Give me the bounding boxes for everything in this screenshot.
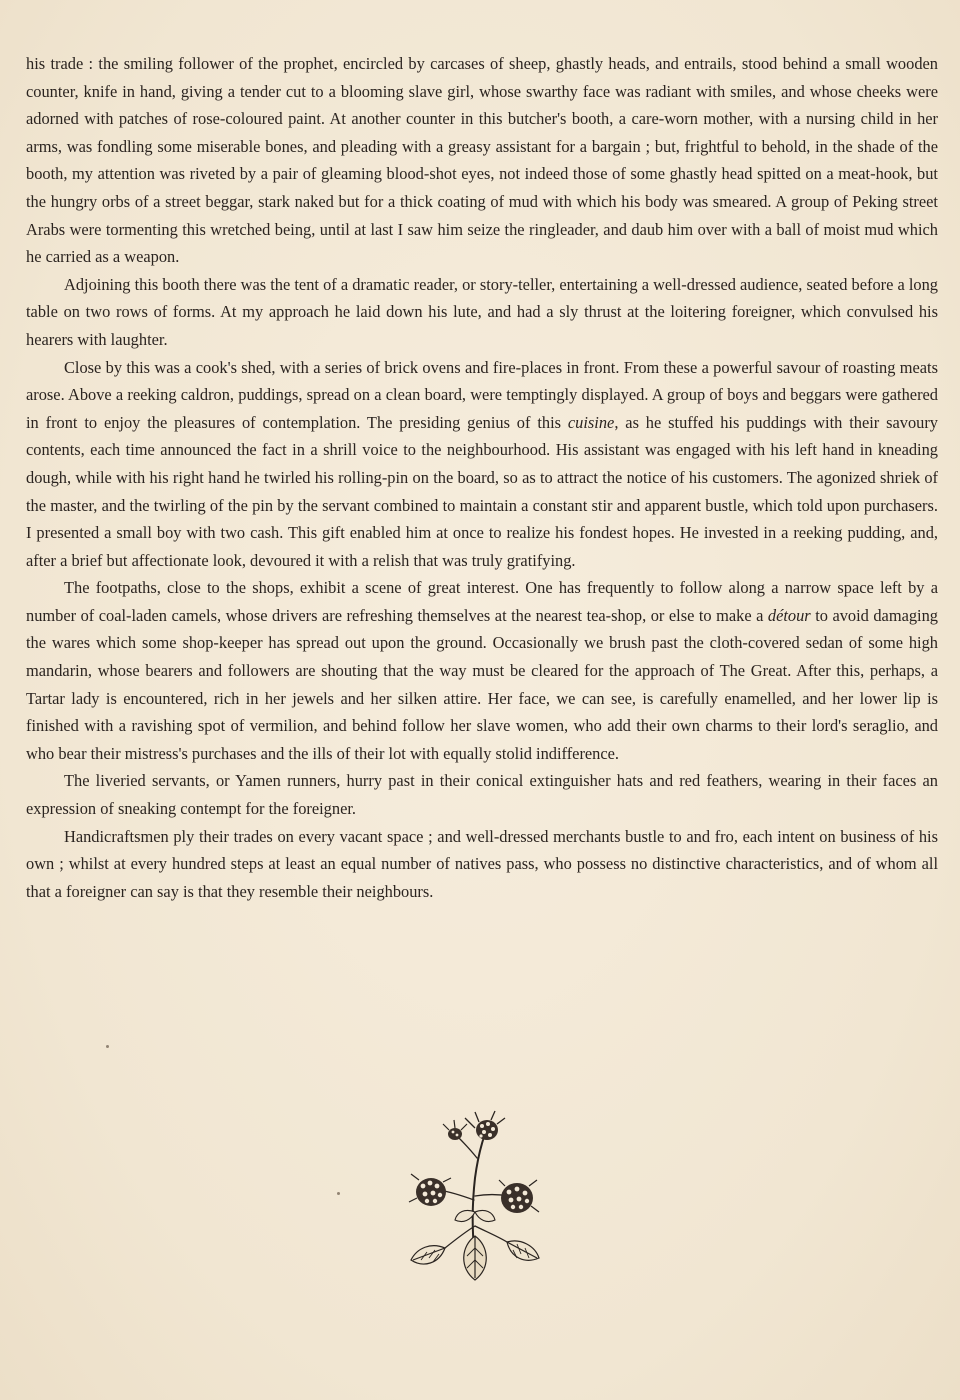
leaf-right <box>507 1241 539 1260</box>
paragraph <box>26 50 938 271</box>
paper-speck <box>106 1045 109 1048</box>
raspberry-sprig-ornament <box>405 1108 545 1283</box>
italic-term: cuisine <box>567 412 615 432</box>
leaf-bottom <box>464 1236 487 1280</box>
text-run: Close by this was a cook's shed, with a series of brick ovens and fire-places in front. From these a powerful savour of roasting meats arose. Above a reeking caldron, puddings, spread on a clean board, were temptingly displayed. A group of boys and beggars were gathered in front to enjoy the pleasures of contemplation. The presiding genius of this <box>26 357 938 432</box>
paragraph <box>26 354 938 575</box>
text-run: The liveried servants, or Yamen runners, hurry past in their conical extinguisher hats and red feathers, wearing in their faces an expression of sneaking contempt for the foreigner. <box>26 771 938 819</box>
leaf-left <box>411 1246 445 1264</box>
text-run: The footpaths, close to the shops, exhibit a scene of great interest. One has frequently to follow along a narrow space left by a number of coal-laden camels, whose drivers are refreshing themselves at the nearest tea-shop, or else to make a <box>26 578 938 625</box>
raspberry-left <box>409 1174 451 1206</box>
paragraph <box>26 574 938 767</box>
text-run: Adjoining this booth there was the tent of a dramatic reader, or story-teller, entertaining a well-dressed audience, seated before a long table on two rows of forms. At my approach he laid down his lute, and had a sly thrust at the loitering foreigner, which convulsed his hearers with laughter. <box>26 274 938 349</box>
paragraph <box>26 767 938 822</box>
text-run: Handicraftsmen ply their trades on every vacant space ; and well-dressed merchants bustle to and fro, each intent on business of his own ; whilst at every hundred steps at least an equal number of natives pass, who possess no distinctive characteristics, and of whom all that a foreigner can say is that they resemble their neighbours. <box>26 826 938 901</box>
paragraph <box>26 271 938 354</box>
text-run: his trade : the smiling follower of the prophet, encircled by carcases of sheep, ghastly heads, and entrails, stood behind a small wooden counter, knife in hand, giving a tender cut to a blooming slave girl, whose swarthy face was radiant with smiles, and whose cheeks were adorned with patches of rose-coloured paint. At another counter in this butcher's booth, a care-worn mother, with a nursing child in her arms, was fondling some miserable bones, and pleading with a greasy assistant for a bargain ; but, frightful to behold, in the shade of the booth, my attention was riveted by a pair of gleaming blood-shot eyes, not indeed those of some ghastly head spitted on a meat-hook, but the hungry orbs of a street beggar, stark naked but for a thick coating of mud with which his body was smeared. A group of Peking street Arabs were tormenting this wretched being, until at last I saw him seize the ringleader, and daub him over with a ball of moist mud which he carried as a weapon. <box>26 54 938 267</box>
raspberry-bud <box>443 1120 467 1140</box>
paper-speck <box>337 1192 340 1195</box>
body-text <box>26 50 938 905</box>
raspberry-right <box>499 1180 539 1213</box>
raspberry-top <box>465 1111 505 1140</box>
paragraph <box>26 823 938 906</box>
leaf-small <box>455 1210 495 1221</box>
italic-term: détour <box>767 605 811 625</box>
text-run: to avoid damaging the wares which some shop-keeper has spread out upon the ground. Occasionally we brush past the cloth-covered sedan of some high mandarin, whose bearers and followers are shouting that the way must be cleared for the approach of The Great. After this, perhaps, a Tartar lady is encountered, rich in her jewels and her silken attire. Her face, we can see, is carefully enamelled, and her lower lip is finished with a ravishing spot of vermilion, and behind follow her slave women, who add their own charms to their lord's seraglio, and who bear their mistress's purchases and the ills of their lot with equally stolid indifference. <box>26 605 938 763</box>
text-run: , as he stuffed his puddings with their savoury contents, each time announced the fact in a shrill voice to the neighbourhood. His assistant was engaged with his left hand in kneading dough, while with his right hand he twirled his rolling-pin on the board, so as to attract the notice of his customers. The agonized shriek of the master, and the twirling of the pin by the servant combined to maintain a constant stir and apparent bustle, which told upon purchasers. I presented a small boy with two cash. This gift enabled him at once to realize his fondest hopes. He invested in a reeking pudding, and, after a brief but affectionate look, devoured it with a relish that was truly gratifying. <box>26 412 938 570</box>
